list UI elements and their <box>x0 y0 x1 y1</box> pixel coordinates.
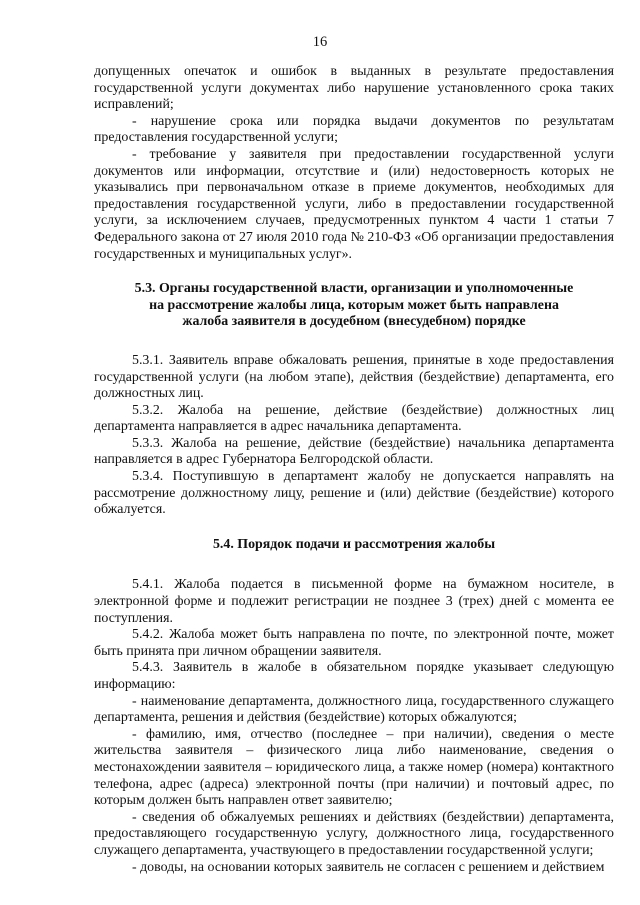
paragraph-5-4-1: 5.4.1. Жалоба подается в письменной форме на бумажном носителе, в электронной форме и подлежит регистрации не позднее 3 (трех) дней с момента ее поступления. <box>94 577 614 626</box>
list-item-appealed-decisions: - сведения об обжалуемых решениях и действиях (бездействии) департамента, предоставляющего государственную услугу, должностного лица, государственного служащего департамента, участвующего в предоставлении государственной услуги; <box>94 809 614 858</box>
list-item-arguments: - доводы, на основании которых заявитель не согласен с решением и действием <box>132 859 605 875</box>
intro-paragraph-2: - нарушение срока или порядка выдачи документов по результатам предоставления государственной услуги; <box>94 113 614 146</box>
paragraph-5-3-4: 5.3.4. Поступившую в департамент жалобу не допускается направлять на рассмотрение должностному лицу, решение и (или) действие (бездействие) которого обжалуется. <box>94 469 614 518</box>
spacer <box>94 263 614 281</box>
section-5-3-heading <box>94 281 614 331</box>
list-item-applicant-details: - фамилию, имя, отчество (последнее – при наличии), сведения о месте жительства заявителя – физического лица либо наименование, сведения о местонахождении заявителя – юридического лица, а также номер (номера) контактного телефона, адрес (адреса) электронной почты (при наличии) и почтовый адрес, по которым должен быть направлен ответ заявителю; <box>94 726 614 809</box>
spacer <box>94 519 614 537</box>
paragraph-5-3-3: 5.3.3. Жалоба на решение, действие (бездействие) начальника департамента направляется в адрес Губернатора Белгородской области. <box>94 435 614 468</box>
intro-paragraph-3: - требование у заявителя при предоставлении государственной услуги документов или информации, отсутствие и (или) недостоверность которых не указывались при первоначальном отказе в приеме документов, необходимых для предоставления государственной услуги, либо в предоставлении государственной услуги, за исключением случаев, предусмотренных пунктом 4 части 1 статьи 7 Федерального закона от 27 июля 2010 года № 210-ФЗ «Об организации предоставления государственных и муниципальных услуг». <box>94 146 614 262</box>
section-5-4-heading: 5.4. Порядок подачи и рассмотрения жалобы <box>212 536 496 552</box>
paragraph-5-4-3: 5.4.3. Заявитель в жалобе в обязательном порядке указывает следующую информацию: <box>94 660 614 692</box>
section-5-3-heading-line-2: на рассмотрение жалобы лица, которым может быть направлена <box>149 297 559 313</box>
page-number: 16 <box>312 34 328 50</box>
section-5-3-heading-line-3: жалоба заявителя в досудебном (внесудебном) порядке <box>182 314 526 330</box>
spacer <box>94 331 614 353</box>
paragraph-5-4-2: 5.4.2. Жалоба может быть направлена по почте, по электронной почте, может быть принята при личном обращении заявителя. <box>94 627 614 659</box>
paragraph-5-3-1: 5.3.1. Заявитель вправе обжаловать решения, принятые в ходе предоставления государственной услуги (на любом этапе), действия (бездействие) департамента, его должностных лиц. <box>94 352 614 402</box>
document-body <box>94 64 614 876</box>
intro-paragraph-1: допущенных опечаток и ошибок в выданных в результате предоставления государственной услуги документах либо нарушение установленного срока таких исправлений; <box>94 64 614 113</box>
section-5-3-heading-line-1: 5.3. Органы государственной власти, организации и уполномоченные <box>134 281 574 297</box>
paragraph-5-3-2: 5.3.2. Жалоба на решение, действие (бездействие) должностных лиц департамента направляется в адрес начальника департамента. <box>94 402 614 435</box>
list-item-department-name: - наименование департамента, должностного лица, государственного служащего департамента, решения и действия (бездействие) которых обжалуются; <box>94 693 614 726</box>
spacer <box>94 553 614 577</box>
